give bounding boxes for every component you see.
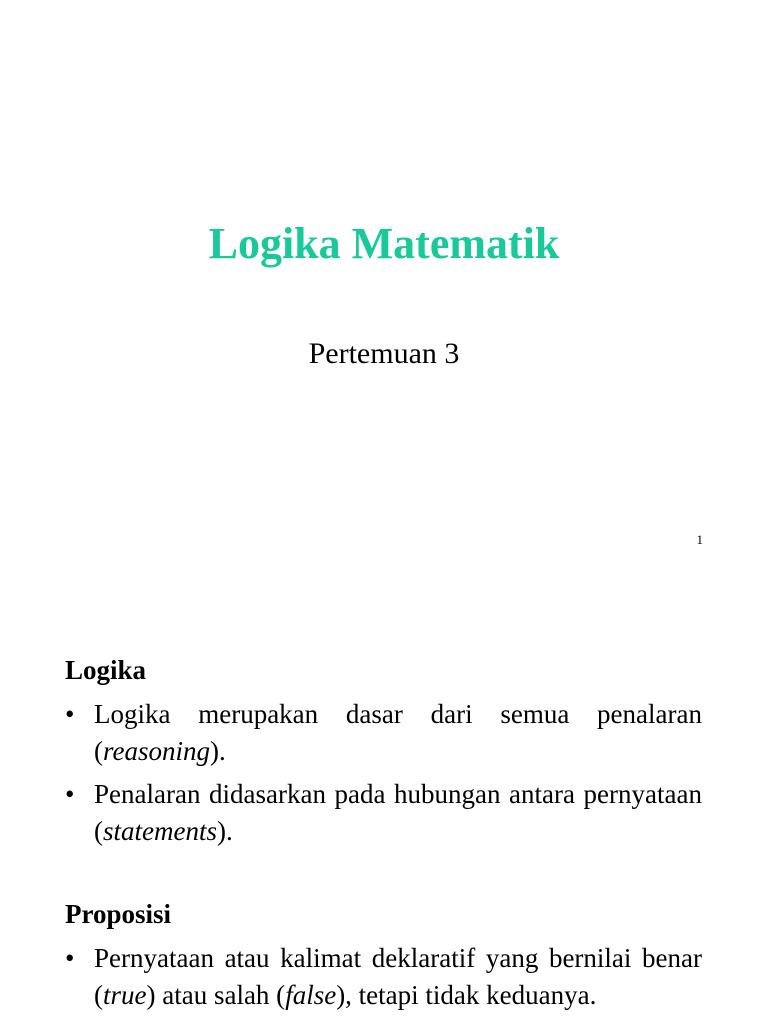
bullet-icon: • — [65, 699, 75, 729]
slide-2 — [0, 576, 768, 1024]
bullet-list-proposisi — [65, 940, 702, 1020]
bullet-list-logika — [65, 696, 702, 856]
bullet-term: reasoning — [103, 736, 210, 766]
bullet-icon: • — [65, 779, 75, 809]
bullet-text-end: ). — [217, 816, 233, 846]
bullet-term: statements — [103, 816, 217, 846]
bullet-term-false: false — [285, 980, 337, 1010]
section-heading-logika: Logika — [65, 655, 147, 685]
slide-title: Logika Matematik — [208, 219, 560, 268]
slide-subtitle: Pertemuan 3 — [308, 337, 460, 370]
bullet-term-true: true — [103, 980, 147, 1010]
bullet-text-end: ). — [210, 736, 226, 766]
bullet-item — [65, 696, 702, 770]
bullet-text: Pernyataan atau kalimat deklaratif yang bernilai benar ( — [94, 943, 702, 1010]
bullet-text-end: ), tetapi tidak keduanya. — [336, 980, 597, 1010]
page-number: 1 — [696, 532, 703, 547]
bullet-item — [65, 940, 702, 1014]
section-heading-proposisi: Proposisi — [65, 899, 172, 929]
bullet-text-middle: ) atau salah ( — [146, 980, 286, 1010]
bullet-text: Logika merupakan dasar dari semua penalaran ( — [94, 699, 702, 766]
bullet-text: Penalaran didasarkan pada hubungan antara pernyataan ( — [94, 779, 702, 846]
bullet-icon: • — [65, 943, 75, 973]
bullet-item — [65, 776, 702, 850]
